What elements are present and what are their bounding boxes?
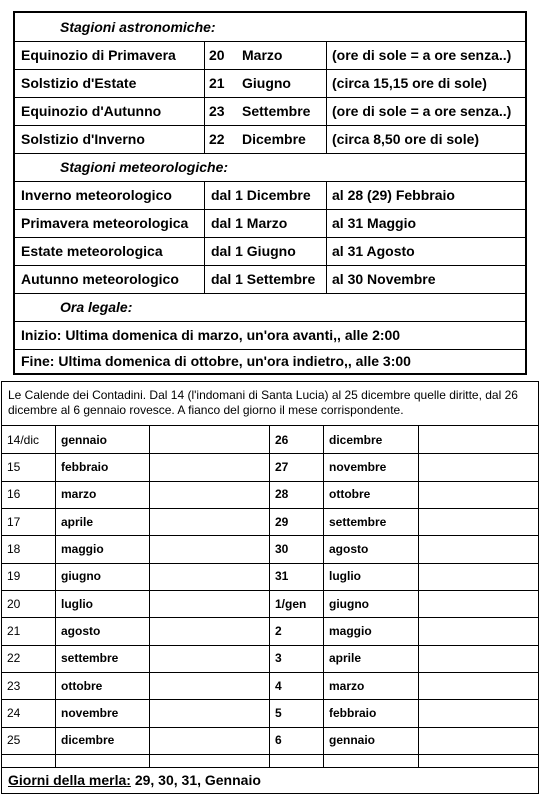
empty-cell xyxy=(150,699,270,726)
merla-value: 29, 30, 31, Gennaio xyxy=(130,772,261,788)
meteo-from: dal 1 Settembre xyxy=(204,265,315,293)
day-cell: 26 xyxy=(270,426,324,453)
calende-table xyxy=(1,381,539,794)
table-row xyxy=(2,508,538,536)
meteo-heading: Stagioni meteorologiche: xyxy=(60,159,229,175)
astro-month: Settembre xyxy=(242,103,311,119)
astro-month: Marzo xyxy=(242,47,283,63)
astro-heading: Stagioni astronomiche: xyxy=(60,19,216,35)
meteo-row xyxy=(15,237,525,266)
month-cell: giugno xyxy=(324,590,419,617)
seasons-table xyxy=(13,11,527,375)
day-cell: 30 xyxy=(270,535,324,562)
day-cell: 21 xyxy=(2,617,56,644)
empty-cell xyxy=(419,453,540,480)
astro-name: Equinozio d'Autunno xyxy=(21,103,162,119)
day-cell: 28 xyxy=(270,481,324,508)
table-row xyxy=(2,453,538,481)
astro-note: (ore di sole = a ore senza..) xyxy=(326,41,511,69)
month-cell: maggio xyxy=(56,535,150,562)
day-cell: 17 xyxy=(2,508,56,535)
meteo-to: al 31 Agosto xyxy=(326,237,415,265)
empty-cell xyxy=(150,754,270,767)
day-cell: 25 xyxy=(2,727,56,754)
empty-cell xyxy=(150,563,270,590)
astro-row xyxy=(15,125,525,154)
empty-cell xyxy=(56,754,150,767)
table-row xyxy=(2,699,538,727)
astro-note: (ore di sole = a ore senza..) xyxy=(326,97,511,125)
table-row xyxy=(2,590,538,618)
empty-cell xyxy=(150,645,270,672)
empty-cell xyxy=(150,481,270,508)
table-row xyxy=(2,672,538,700)
day-cell: 4 xyxy=(270,672,324,699)
month-cell: agosto xyxy=(324,535,419,562)
day-cell: 18 xyxy=(2,535,56,562)
empty-cell xyxy=(419,481,540,508)
empty-cell xyxy=(419,590,540,617)
empty-cell xyxy=(419,699,540,726)
day-cell: 15 xyxy=(2,453,56,480)
day-cell: 1/gen xyxy=(270,590,324,617)
day-cell: 27 xyxy=(270,453,324,480)
empty-cell xyxy=(150,508,270,535)
merla-label: Giorni della merla: xyxy=(8,772,131,788)
astro-row xyxy=(15,69,525,98)
empty-cell xyxy=(150,535,270,562)
astro-heading-row xyxy=(15,13,525,42)
day-cell: 22 xyxy=(2,645,56,672)
astro-row xyxy=(15,41,525,70)
meteo-to: al 31 Maggio xyxy=(326,209,416,237)
astro-name: Solstizio d'Estate xyxy=(21,75,137,91)
empty-cell xyxy=(324,754,419,767)
month-cell: maggio xyxy=(324,617,419,644)
astro-month: Giugno xyxy=(242,75,291,91)
empty-cell xyxy=(150,672,270,699)
day-cell: 5 xyxy=(270,699,324,726)
empty-cell xyxy=(419,645,540,672)
month-cell: giugno xyxy=(56,563,150,590)
month-cell: febbraio xyxy=(56,453,150,480)
month-cell: dicembre xyxy=(324,426,419,453)
astro-row xyxy=(15,97,525,126)
meteo-row xyxy=(15,209,525,238)
merla-line xyxy=(2,767,538,793)
table-row xyxy=(2,645,538,673)
meteo-to: al 30 Novembre xyxy=(326,265,436,293)
month-cell: marzo xyxy=(324,672,419,699)
month-cell: dicembre xyxy=(56,727,150,754)
dst-end-row xyxy=(15,349,525,373)
meteo-row xyxy=(15,265,525,294)
meteo-name: Autunno meteorologico xyxy=(21,271,179,287)
empty-cell xyxy=(150,453,270,480)
month-cell: gennaio xyxy=(324,727,419,754)
meteo-row xyxy=(15,181,525,210)
month-cell: settembre xyxy=(56,645,150,672)
table-row xyxy=(2,481,538,509)
empty-row xyxy=(2,754,538,768)
astro-day: 22 xyxy=(204,125,225,153)
month-cell: febbraio xyxy=(324,699,419,726)
meteo-name: Inverno meteorologico xyxy=(21,187,172,203)
day-cell: 23 xyxy=(2,672,56,699)
month-cell: ottobre xyxy=(56,672,150,699)
meteo-heading-row xyxy=(15,153,525,182)
month-cell: novembre xyxy=(56,699,150,726)
table-row xyxy=(2,727,538,755)
day-cell: 29 xyxy=(270,508,324,535)
empty-cell xyxy=(270,754,324,767)
empty-cell xyxy=(419,563,540,590)
month-cell: novembre xyxy=(324,453,419,480)
month-cell: settembre xyxy=(324,508,419,535)
empty-cell xyxy=(150,727,270,754)
table-row xyxy=(2,426,538,454)
dst-heading-row xyxy=(15,293,525,322)
empty-cell xyxy=(419,617,540,644)
month-cell: luglio xyxy=(324,563,419,590)
month-cell: gennaio xyxy=(56,426,150,453)
table-row xyxy=(2,563,538,591)
day-cell: 19 xyxy=(2,563,56,590)
month-cell: marzo xyxy=(56,481,150,508)
month-cell: ottobre xyxy=(324,481,419,508)
meteo-to: al 28 (29) Febbraio xyxy=(326,181,455,209)
dst-start: Inizio: Ultima domenica di marzo, un'ora avanti,, alle 2:00 xyxy=(21,327,401,343)
dst-end: Fine: Ultima domenica di ottobre, un'ora indietro,, alle 3:00 xyxy=(21,353,411,369)
astro-month: Dicembre xyxy=(242,131,306,147)
day-cell: 14/dic xyxy=(2,426,56,453)
empty-cell xyxy=(419,508,540,535)
month-cell: luglio xyxy=(56,590,150,617)
empty-cell xyxy=(419,535,540,562)
month-cell: aprile xyxy=(56,508,150,535)
astro-note: (circa 15,15 ore di sole) xyxy=(326,69,487,97)
dst-start-row xyxy=(15,321,525,350)
day-cell: 24 xyxy=(2,699,56,726)
empty-cell xyxy=(150,426,270,453)
astro-day: 21 xyxy=(204,69,225,97)
astro-day: 23 xyxy=(204,97,225,125)
table-row xyxy=(2,617,538,645)
empty-cell xyxy=(2,754,56,767)
astro-name: Equinozio di Primavera xyxy=(21,47,176,63)
astro-note: (circa 8,50 ore di sole) xyxy=(326,125,479,153)
empty-cell xyxy=(419,672,540,699)
empty-cell xyxy=(419,426,540,453)
day-cell: 2 xyxy=(270,617,324,644)
day-cell: 16 xyxy=(2,481,56,508)
dst-heading: Ora legale: xyxy=(60,299,133,315)
day-cell: 6 xyxy=(270,727,324,754)
meteo-from: dal 1 Giugno xyxy=(204,237,296,265)
empty-cell xyxy=(150,590,270,617)
meteo-name: Estate meteorologica xyxy=(21,243,163,259)
astro-name: Solstizio d'Inverno xyxy=(21,131,145,147)
month-cell: agosto xyxy=(56,617,150,644)
table-row xyxy=(2,535,538,563)
day-cell: 3 xyxy=(270,645,324,672)
meteo-name: Primavera meteorologica xyxy=(21,215,189,231)
empty-cell xyxy=(150,617,270,644)
astro-day: 20 xyxy=(204,41,225,69)
day-cell: 31 xyxy=(270,563,324,590)
calende-intro: Le Calende dei Contadini. Dal 14 (l'indomani di Santa Lucia) al 25 dicembre quelle diritte, dal 26 dicembre al 6 gennaio rovesce. A fianco del giorno il mese corrispondente. xyxy=(2,382,538,426)
meteo-from: dal 1 Dicembre xyxy=(204,181,311,209)
month-cell: aprile xyxy=(324,645,419,672)
meteo-from: dal 1 Marzo xyxy=(204,209,287,237)
day-cell: 20 xyxy=(2,590,56,617)
empty-cell xyxy=(419,727,540,754)
